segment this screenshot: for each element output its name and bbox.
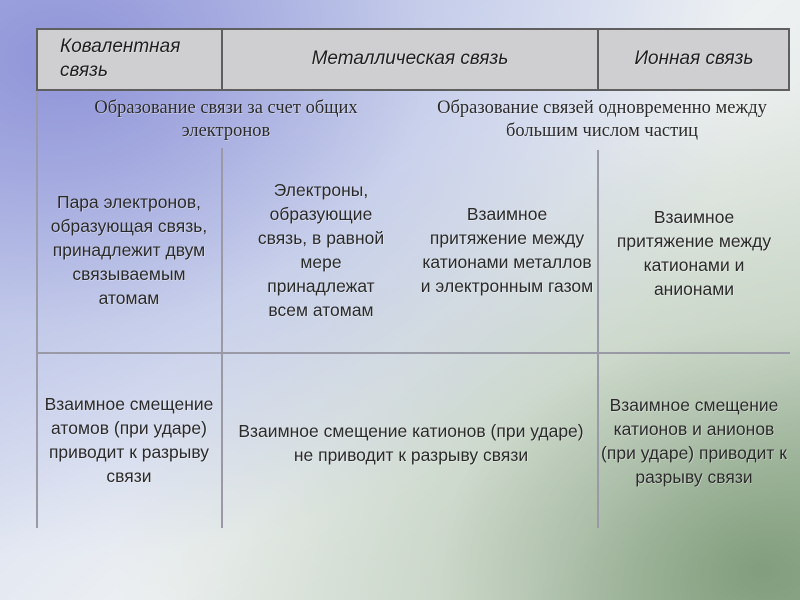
- row2-metallic-b-text: Взаимное притяжение между катионами металлов и электронным газом: [420, 204, 594, 296]
- header-divider-1: [221, 28, 223, 91]
- header-covalent-label: Ковалентная связь: [60, 36, 181, 81]
- row2-metallic-a-text: Электроны, образующие связь, в равной мере принадлежат всем атомам: [257, 180, 385, 320]
- row2-ionic: [598, 178, 790, 328]
- row3-covalent-text: Взаимное смещение атомов (при ударе) приводит к разрыву связи: [44, 394, 214, 486]
- row2-metallic-attraction: [414, 158, 600, 342]
- row2-metallic-electrons: [224, 158, 418, 342]
- row2-ionic-text: Взаимное притяжение между катионами и анионами: [616, 207, 772, 299]
- row3-metallic: [226, 388, 596, 498]
- header-ionic: [598, 28, 790, 90]
- row3-metallic-text: Взаимное смещение катионов (при ударе) не приводит к разрыву связи: [238, 421, 584, 465]
- body-divider-1-lower: [221, 353, 223, 528]
- row3-ionic: [598, 354, 790, 528]
- body-divider-1-upper: [221, 148, 223, 353]
- header-ionic-label: Ионная связь: [634, 48, 754, 69]
- header-metallic-label: Металлическая связь: [311, 48, 509, 69]
- row3-covalent: [36, 358, 222, 522]
- header-bottom-border: [36, 89, 790, 91]
- row2-covalent-text: Пара электронов, образующая связь, принадлежит двум связываемым атомам: [50, 192, 208, 308]
- row3-ionic-text: Взаимное смещение катионов и анионов (при ударе) приводит к разрыву связи: [601, 395, 787, 487]
- header-right-border: [788, 28, 790, 91]
- header-covalent: [36, 28, 222, 90]
- header-top-border: [36, 28, 790, 30]
- header-divider-2: [597, 28, 599, 91]
- row2-covalent: [36, 148, 222, 352]
- row1-common-electrons: [56, 92, 396, 148]
- body-left-border: [36, 91, 38, 528]
- body-divider-2-lower: [597, 353, 599, 528]
- header-left-border: [36, 28, 38, 91]
- header-metallic: [222, 28, 598, 90]
- body-row-divider: [36, 352, 790, 354]
- body-divider-2-upper: [597, 150, 599, 353]
- row1-right-text: Образование связей одновременно между большим числом частиц: [437, 97, 767, 141]
- row1-left-text: Образование связи за счет общих электронов: [94, 97, 358, 141]
- bond-comparison-table: [36, 28, 790, 528]
- row1-many-particles: [424, 92, 780, 148]
